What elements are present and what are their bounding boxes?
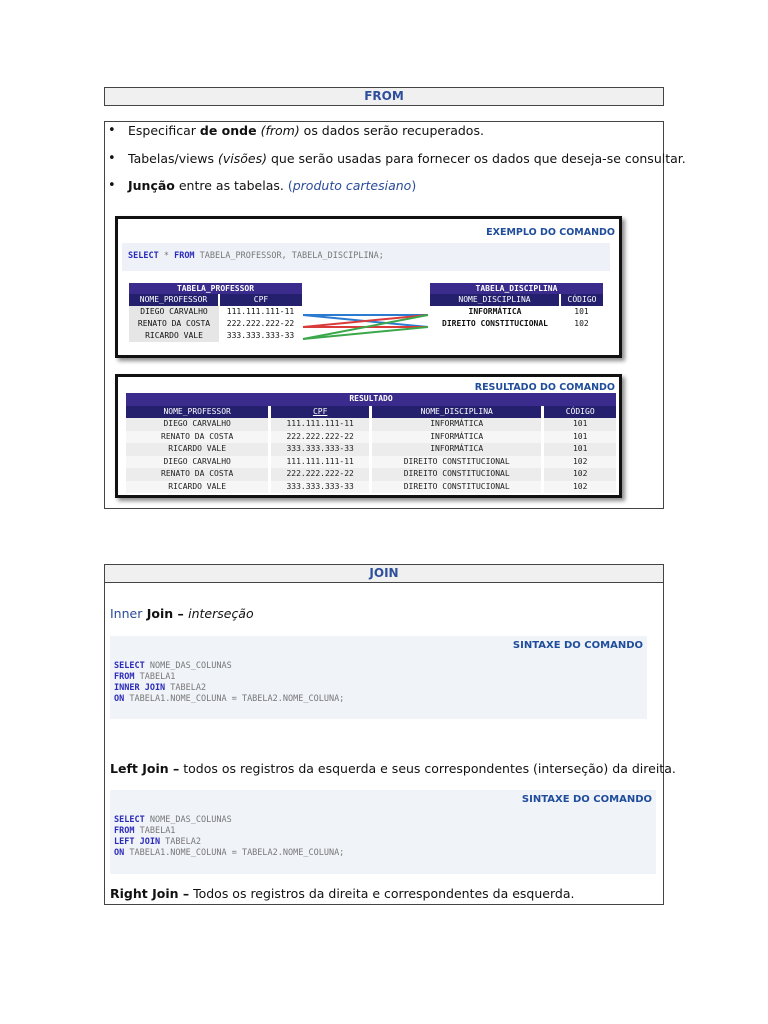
code-line [114, 694, 344, 704]
result-table-caption: RESULTADO [126, 393, 616, 406]
table-cell: 101 [544, 443, 616, 456]
bullet-2-italic: (visões) [217, 151, 267, 166]
sql-keyword: SELECT [114, 815, 145, 825]
left-join-syntax [110, 790, 656, 874]
table-cell: DIREITO CONSTITUCIONAL [372, 468, 541, 481]
table-cell: INFORMÁTICA [372, 431, 541, 444]
code-line [114, 826, 175, 836]
column-header: CPF [271, 406, 369, 419]
bullet-dot-icon: • [108, 151, 116, 166]
code-line [114, 815, 232, 825]
table-cell: 111.111.111-11 [271, 456, 369, 469]
table-cell: DIREITO CONSTITUCIONAL [372, 456, 541, 469]
syntax-title: SINTAXE DO COMANDO [512, 640, 643, 651]
table-cell: RENATO DA COSTA [129, 318, 219, 330]
table-cell: INFORMÁTICA [372, 443, 541, 456]
right-join-bold: Right Join – [110, 886, 190, 901]
sql-keyword: ON [114, 694, 125, 704]
table-cell: 222.222.222-22 [271, 468, 369, 481]
bullet-3-text: entre as tabelas. [174, 178, 288, 193]
table-cell: 333.333.333-33 [271, 481, 369, 494]
sql-text: TABELA1 [134, 672, 176, 682]
sql-keyword: ON [114, 848, 125, 858]
table-cell: 102 [544, 481, 616, 494]
inner-join-syntax [110, 636, 647, 719]
connector-line [303, 327, 428, 339]
result-title: RESULTADO DO COMANDO [474, 382, 615, 393]
table-cell: 333.333.333-33 [271, 443, 369, 456]
bullet-3-paren-open: ( [287, 178, 293, 193]
sql-text: TABELA2 [165, 683, 207, 693]
column-header: NOME_PROFESSOR [129, 294, 219, 306]
sql-text: TABELA1 [134, 826, 176, 836]
bullet-3-bold: Junção [128, 178, 175, 193]
table-cell: 101 [544, 418, 616, 431]
sql-keyword: SELECT [114, 661, 145, 671]
sql-text: TABELA2 [160, 837, 202, 847]
table-cell: 102 [544, 468, 616, 481]
cartesian-arrows [118, 219, 619, 355]
table-cell: RENATO DA COSTA [126, 468, 268, 481]
right-join-description [110, 886, 574, 901]
join-section-title: JOIN [104, 564, 664, 583]
example-panel [115, 216, 622, 358]
bullet-1-bold: de onde [199, 123, 257, 138]
table-cell: RICARDO VALE [129, 330, 219, 342]
table-cell: 333.333.333-33 [226, 331, 295, 340]
sql-keyword: LEFT JOIN [114, 837, 161, 847]
sql-text: * [158, 251, 175, 261]
bullet-2-rest: que serão usadas para fornecer os dados que deseja-se consultar. [266, 151, 686, 166]
syntax-title: SINTAXE DO COMANDO [521, 794, 652, 805]
code-line [114, 683, 206, 693]
left-join-description [110, 761, 676, 776]
table-cell: DIREITO CONSTITUCIONAL [372, 481, 541, 494]
sql-text: TABELA_PROFESSOR, TABELA_DISCIPLINA; [194, 251, 384, 261]
example-title: EXEMPLO DO COMANDO [486, 227, 615, 238]
disciplina-table-caption: TABELA_DISCIPLINA [430, 283, 603, 294]
table-cell: DIEGO CARVALHO [126, 456, 268, 469]
table-cell: 222.222.222-22 [226, 319, 295, 328]
code-line [114, 837, 201, 847]
inner-join-heading [110, 606, 254, 621]
column-header: CPF [219, 294, 302, 306]
professor-table-caption: TABELA_PROFESSOR [129, 283, 302, 294]
sql-text: NOME_DAS_COLUNAS [144, 815, 232, 825]
result-table [123, 393, 619, 493]
bullet-1-italic: (from) [256, 123, 300, 138]
table-cell: INFORMÁTICA [468, 307, 522, 316]
right-join-text: Todos os registros da direita e correspondentes da esquerda. [189, 886, 575, 901]
table-cell: 102 [574, 319, 589, 328]
from-section-title: FROM [104, 87, 664, 106]
join-word: Join – [142, 606, 189, 621]
table-cell: 101 [574, 307, 589, 316]
sql-text: TABELA1.NOME_COLUNA = TABELA2.NOME_COLUNA; [124, 848, 345, 858]
bullet-2-text: Tabelas/views [128, 151, 218, 166]
table-cell: 111.111.111-11 [226, 307, 295, 316]
result-panel [115, 374, 622, 498]
table-cell: DIEGO CARVALHO [129, 306, 219, 318]
column-header: CÓDIGO [544, 406, 616, 419]
left-join-text: todos os registros da esquerda e seus correspondentes (interseção) da direita. [179, 761, 676, 776]
sql-keyword: FROM [114, 826, 135, 836]
sql-keyword: SELECT [128, 251, 159, 261]
sql-keyword: INNER JOIN [114, 683, 166, 693]
bullet-1-rest: os dados serão recuperados. [299, 123, 484, 138]
bullet-1-text: Especificar [128, 123, 200, 138]
bullet-dot-icon: • [108, 123, 116, 138]
table-cell: DIEGO CARVALHO [126, 418, 268, 431]
column-header: CÓDIGO [560, 294, 603, 306]
table-cell: RICARDO VALE [126, 481, 268, 494]
table-cell: RICARDO VALE [126, 443, 268, 456]
table-cell: DIREITO CONSTITUCIONAL [442, 319, 548, 328]
column-header: NOME_DISCIPLINA [372, 406, 541, 419]
table-cell: 102 [544, 456, 616, 469]
sql-text: TABELA1.NOME_COLUNA = TABELA2.NOME_COLUNA; [124, 694, 345, 704]
sql-keyword: FROM [114, 672, 135, 682]
bullet-3-paren-close: ) [411, 178, 417, 193]
left-join-bold: Left Join – [110, 761, 180, 776]
code-line [114, 672, 175, 682]
table-cell: 111.111.111-11 [271, 418, 369, 431]
sql-keyword: FROM [174, 251, 195, 261]
column-header: NOME_DISCIPLINA [430, 294, 560, 306]
table-cell: RENATO DA COSTA [126, 431, 268, 444]
table-cell: 222.222.222-22 [271, 431, 369, 444]
inner-word: Inner [110, 606, 143, 621]
code-line [114, 661, 232, 671]
table-cell: 101 [544, 431, 616, 444]
inner-join-italic: interseção [188, 606, 254, 621]
code-line [114, 848, 344, 858]
bullet-3-italic: produto cartesiano [292, 178, 412, 193]
column-header: NOME_PROFESSOR [126, 406, 268, 419]
sql-text: NOME_DAS_COLUNAS [144, 661, 232, 671]
table-cell: INFORMÁTICA [372, 418, 541, 431]
bullet-dot-icon: • [108, 178, 116, 193]
